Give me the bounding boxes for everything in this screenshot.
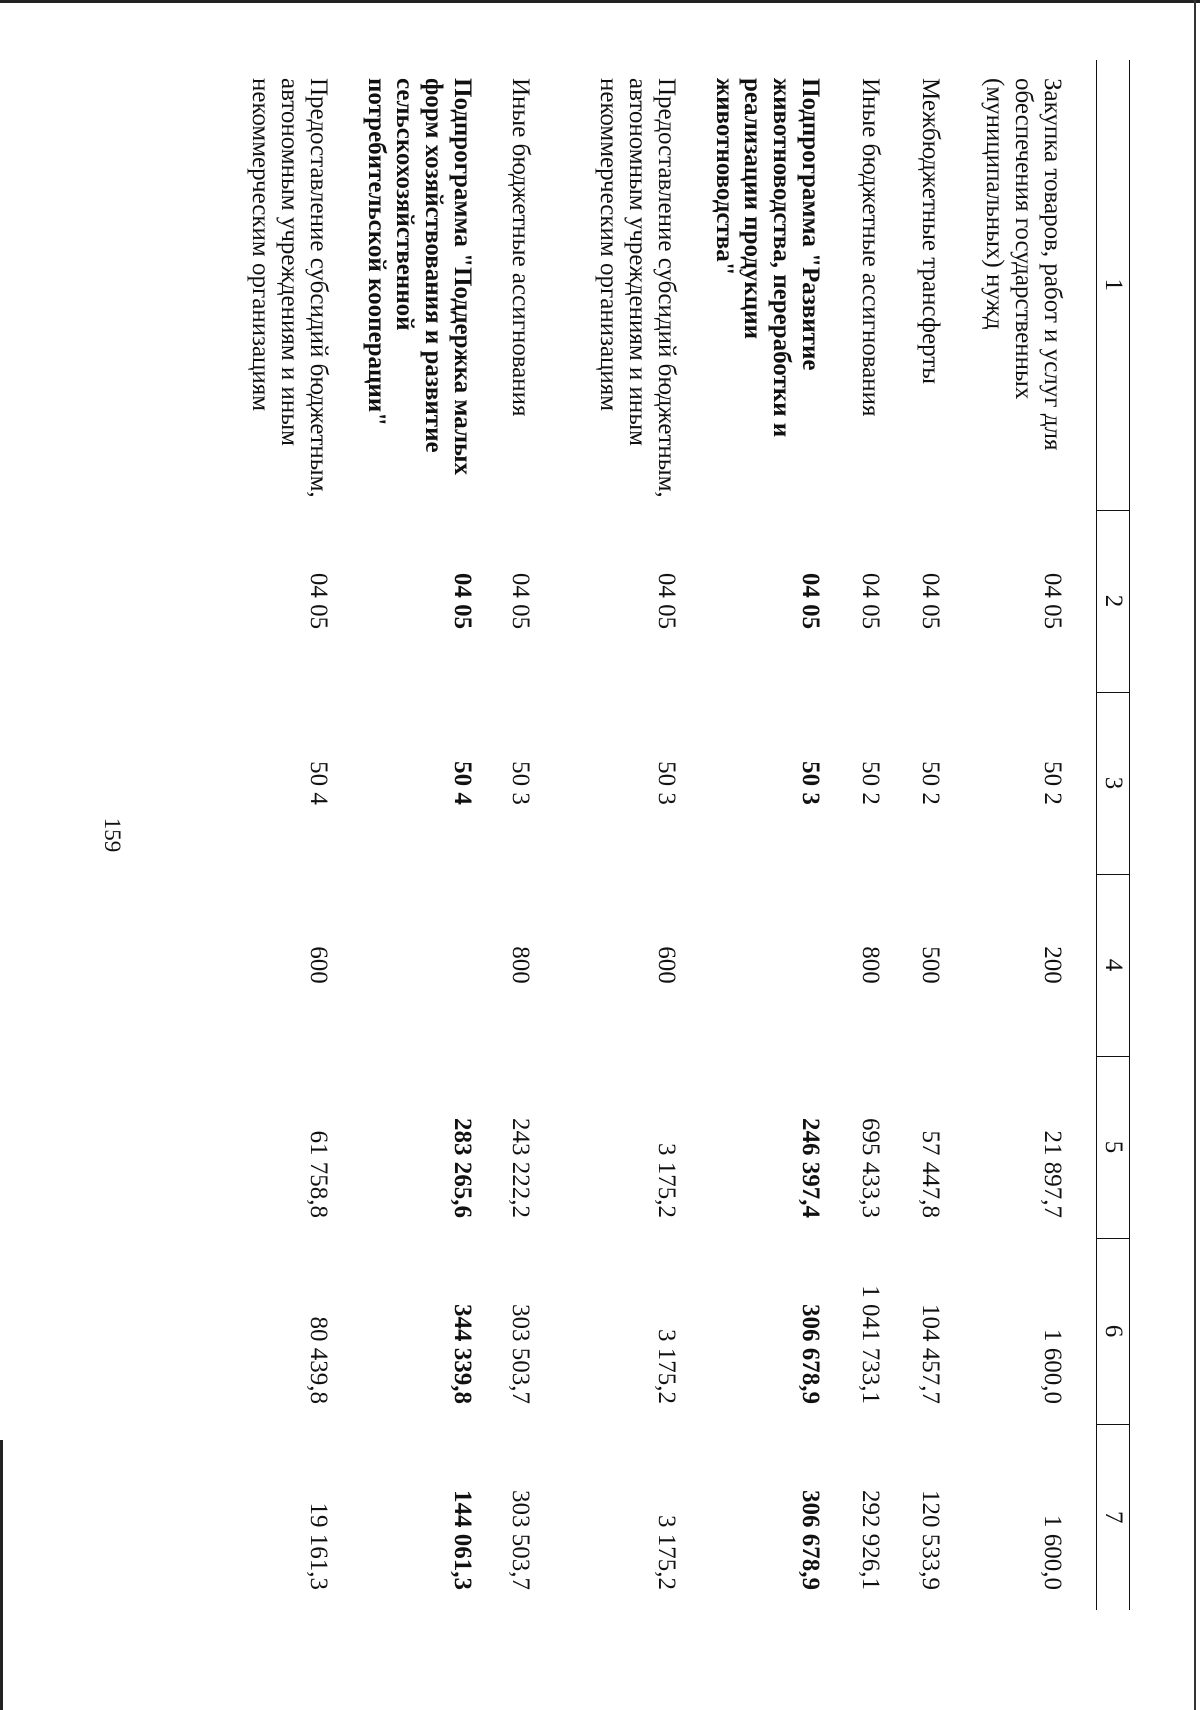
budget-table [208, 60, 1130, 1610]
row-value-col5: 57 447,8 [917, 1130, 944, 1218]
row-value-col5: 61 758,8 [305, 1130, 332, 1218]
row-target-code: 50 2 [917, 761, 944, 805]
table-row [848, 60, 908, 1610]
row-value-col5: 283 265,6 [449, 1118, 476, 1218]
row-value-col6: 344 339,8 [449, 1304, 476, 1404]
row-section-code: 04 05 [797, 572, 824, 630]
row-expense-type: 800 [857, 946, 884, 984]
row-value-col5: 3 175,2 [653, 1143, 680, 1218]
header-col-1: 1 [1097, 60, 1130, 510]
header-col-7: 7 [1097, 1424, 1130, 1610]
row-target-code: 50 3 [507, 761, 534, 805]
row-value-col6: 306 678,9 [797, 1304, 824, 1404]
header-col-3: 3 [1097, 692, 1130, 874]
row-expense-type [352, 874, 498, 1056]
row-name: Подпрограмма "Развитие животноводства, переработки и реализации продукции животноводства" [710, 78, 824, 438]
row-value-col7: 19 161,3 [305, 1502, 332, 1590]
row-name: Закупка товаров, работ и услуг для обеспечения государственных (муниципальных) нужд [981, 78, 1066, 451]
row-section-code: 04 05 [305, 572, 332, 630]
scan-edge-top [0, 0, 1200, 3]
row-name: Предоставление субсидий бюджетным, автономным учреждениям и иным некоммерческим организациям [247, 78, 332, 498]
row-target-code: 50 4 [449, 761, 476, 805]
header-col-4: 4 [1097, 874, 1130, 1056]
row-expense-type: 800 [507, 946, 534, 984]
row-name: Межбюджетные трансферты [917, 78, 944, 385]
row-value-col5: 246 397,4 [797, 1118, 824, 1218]
row-value-col5: 695 433,3 [857, 1118, 884, 1218]
row-value-col6: 1 041 733,1 [857, 1285, 884, 1404]
scan-edge-right [1194, 0, 1196, 1710]
rotated-document-sheet [90, 60, 1130, 1610]
table-row-subprogram [700, 60, 848, 1610]
row-value-col5: 21 897,7 [1039, 1130, 1066, 1218]
header-col-2: 2 [1097, 510, 1130, 692]
row-section-code: 04 05 [1039, 572, 1066, 630]
table-row [498, 60, 556, 1610]
row-value-col5: 243 222,2 [507, 1118, 534, 1218]
row-section-code: 04 05 [917, 572, 944, 630]
header-row [1097, 60, 1130, 1610]
row-target-code: 50 2 [1039, 761, 1066, 805]
row-value-col6: 80 439,8 [305, 1316, 332, 1404]
page-number: 159 [100, 817, 125, 853]
row-value-col7: 3 175,2 [653, 1515, 680, 1590]
row-name: Предоставление субсидий бюджетным, автономным учреждениям и иным некоммерческим организациям [595, 78, 680, 498]
row-name: Подпрограмма "Поддержка малых форм хозяйствования и развитие сельскохозяйственной потребительской кооперации" [362, 78, 476, 475]
header-col-6: 6 [1097, 1238, 1130, 1424]
row-expense-type: 200 [1039, 946, 1066, 984]
table-row-subprogram [352, 60, 498, 1610]
row-value-col7: 120 533,9 [917, 1490, 944, 1590]
row-value-col6: 3 175,2 [653, 1329, 680, 1404]
row-value-col6: 104 457,7 [917, 1304, 944, 1404]
row-value-col7: 306 678,9 [797, 1490, 824, 1590]
row-target-code: 50 3 [797, 761, 824, 805]
row-value-col7: 144 061,3 [449, 1490, 476, 1590]
row-section-code: 04 05 [449, 572, 476, 630]
row-value-col7: 303 503,7 [507, 1490, 534, 1590]
scan-edge-left [0, 1440, 3, 1710]
row-section-code: 04 05 [507, 572, 534, 630]
row-target-code: 50 2 [857, 761, 884, 805]
row-expense-type: 600 [653, 946, 680, 984]
row-name: Иные бюджетные ассигнования [857, 78, 884, 417]
row-value-col7: 292 926,1 [857, 1490, 884, 1590]
row-value-col7: 1 600,0 [1039, 1515, 1066, 1590]
table-row [556, 60, 700, 1610]
row-expense-type: 500 [917, 946, 944, 984]
table-row [968, 60, 1097, 1610]
row-target-code: 50 4 [305, 761, 332, 805]
row-value-col6: 1 600,0 [1039, 1329, 1066, 1404]
header-col-5: 5 [1097, 1056, 1130, 1238]
row-section-code: 04 05 [857, 572, 884, 630]
table-row [908, 60, 968, 1610]
row-name: Иные бюджетные ассигнования [507, 78, 534, 417]
row-expense-type [700, 874, 848, 1056]
row-target-code: 50 3 [653, 761, 680, 805]
table-row [208, 60, 352, 1610]
row-section-code: 04 05 [653, 572, 680, 630]
row-expense-type: 600 [305, 946, 332, 984]
row-value-col6: 303 503,7 [507, 1304, 534, 1404]
